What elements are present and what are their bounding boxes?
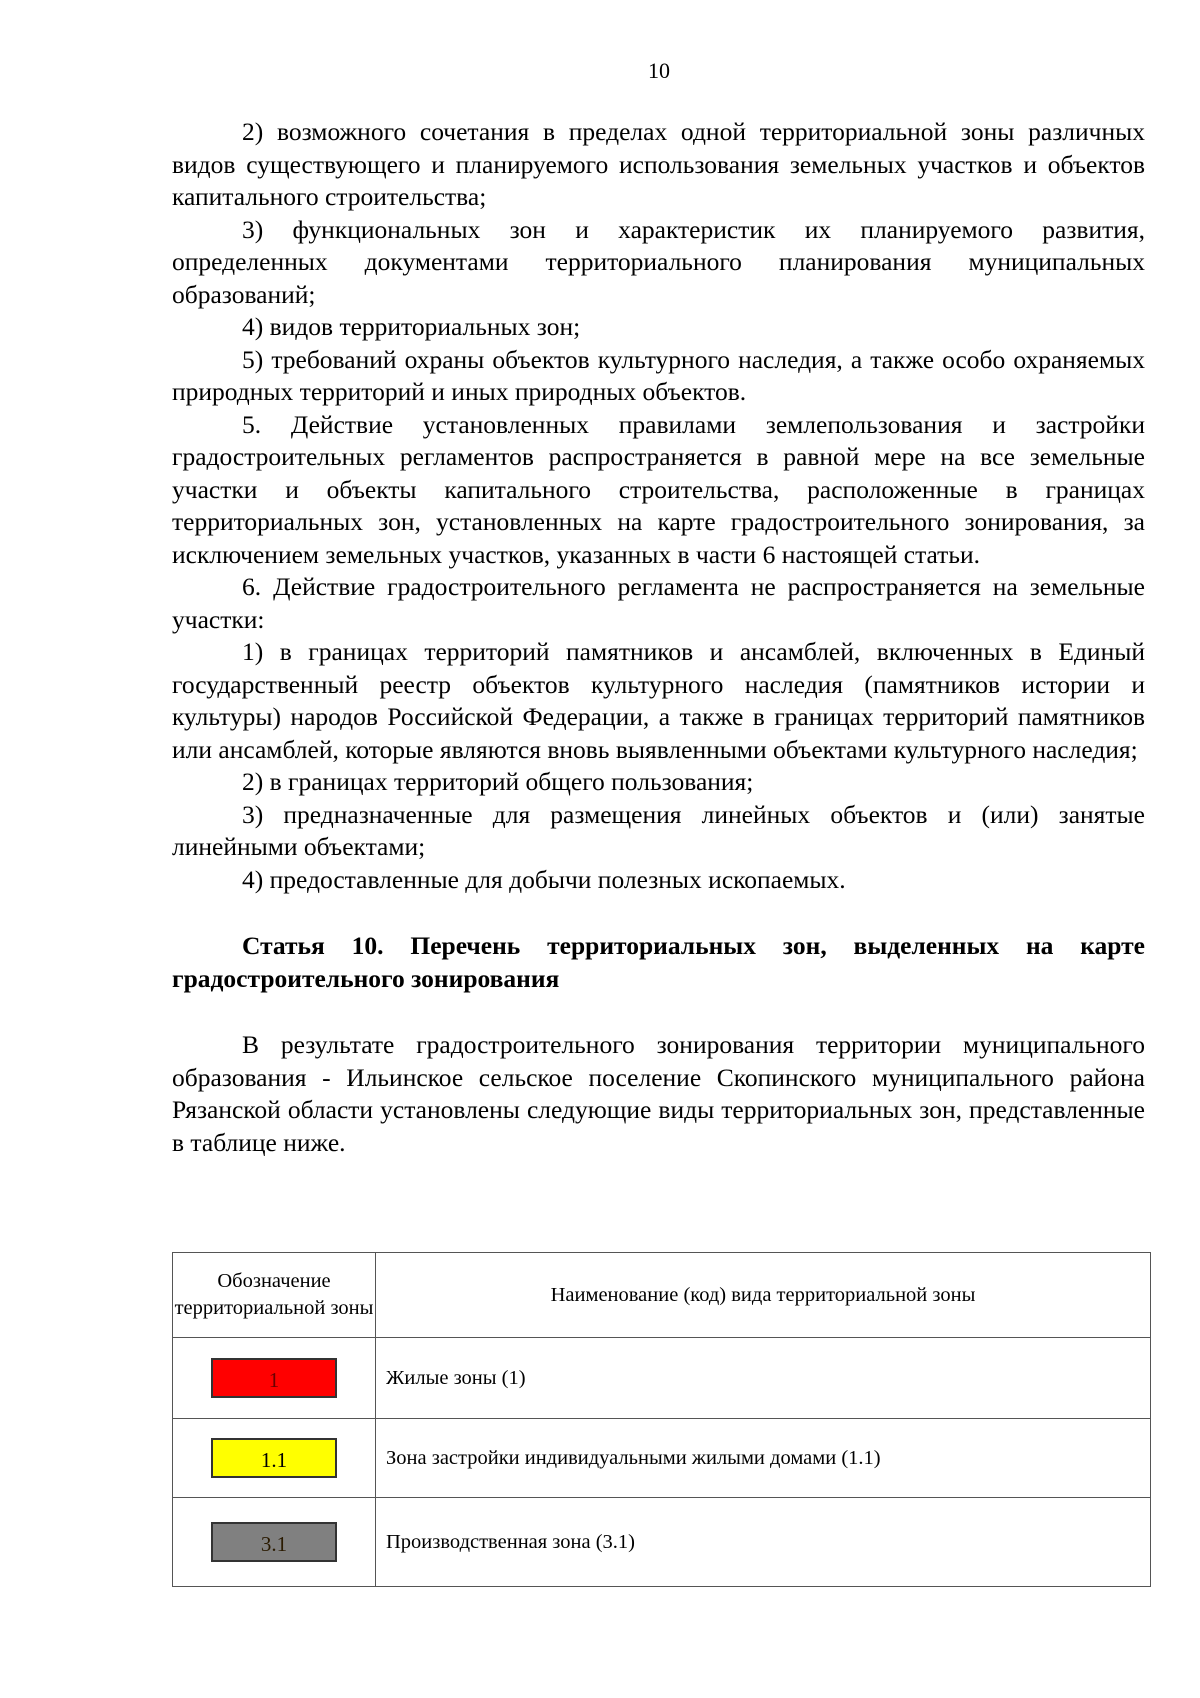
table-row [173,1338,1151,1419]
zone-swatch: 1.1 [211,1438,337,1478]
header-designation: Обозначение территориальной зоны [173,1253,376,1338]
paragraph: 3) предназначенные для размещения линейных объектов и (или) занятые линейными объектами; [172,799,1145,861]
intro-paragraph: В результате градостроительного зонирования территории муниципального образования - Ильинское сельское поселение Скопинского муниципального района Рязанской области установлены следующие виды территориальных зон, представленные в таблице ниже. [172,1030,1145,1157]
paragraph: 2) в границах территорий общего пользования; [242,767,754,796]
paragraph: 1) в границах территорий памятников и ансамблей, включенных в Единый государственный реестр объектов культурного наследия (памятников истории и культуры) народов Российской Федерации, а также в границах территорий памятников или ансамблей, которые являются вновь выявленными объектами культурного наследия; [172,637,1145,764]
article-heading: Статья 10. Перечень территориальных зон, выделенных на карте градостроительного зонирования [172,931,1145,993]
paragraph: 5) требований охраны объектов культурного наследия, а также особо охраняемых природных территорий и иных природных объектов. [172,344,1145,406]
zone-swatch-cell [173,1338,376,1419]
page-number: 10 [648,58,670,83]
paragraph: 4) предоставленные для добычи полезных ископаемых. [242,864,846,894]
zone-name: Жилые зоны (1) [376,1338,1151,1419]
table-row [173,1419,1151,1498]
paragraph: 3) функциональных зон и характеристик их планируемого развития, определенных документами территориального планирования муниципальных образований; [172,214,1145,309]
zone-swatch: 1 [211,1358,337,1398]
zone-swatch-cell [173,1498,376,1587]
zone-name: Зона застройки индивидуальными жилыми домами (1.1) [376,1419,1151,1498]
zone-name: Производственная зона (3.1) [376,1498,1151,1587]
table-row [173,1498,1151,1587]
paragraph: 2) возможного сочетания в пределах одной территориальной зоны различных видов существующего и планируемого использования земельных участков и объектов капитального строительства; [172,117,1145,211]
table-header-row [173,1253,1151,1338]
paragraph: 5. Действие установленных правилами землепользования и застройки градостроительных регламентов распространяется в равной мере на все земельные участки и объекты капитального строительства, расположенные в границах территориальных зон, установленных на карте градостроительного зонирования, за исключением земельных участков, указанных в части 6 настоящей статьи. [172,409,1145,569]
paragraph: 4) видов территориальных зон; [242,312,581,341]
zone-swatch-cell [173,1419,376,1498]
header-name: Наименование (код) вида территориальной зоны [376,1253,1151,1338]
paragraph: 6. Действие градостроительного регламента не распространяется на земельные участки: [172,572,1145,634]
zone-swatch: 3.1 [211,1522,337,1562]
document-body [172,116,1145,1159]
zones-table [172,1252,1151,1587]
